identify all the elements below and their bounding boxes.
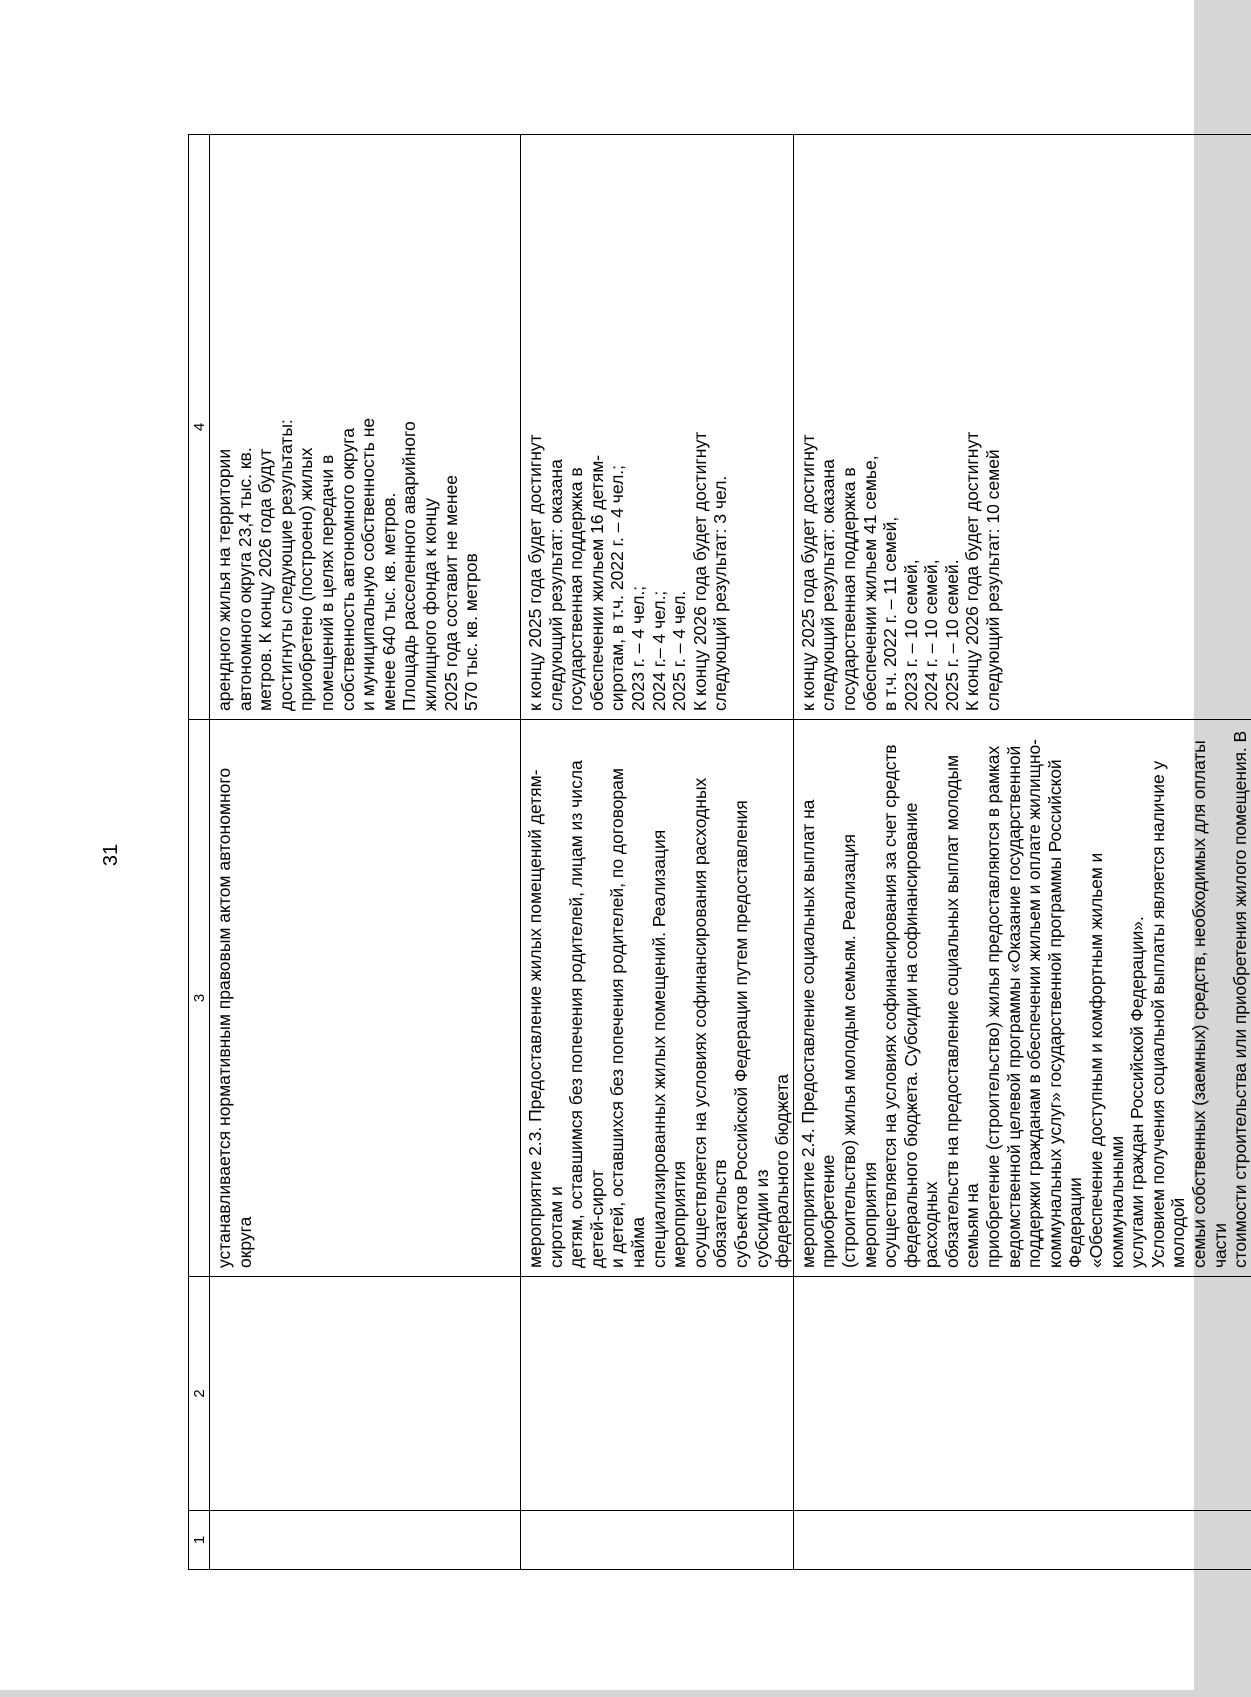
table-header-row bbox=[189, 135, 210, 1570]
measure-description: мероприятие 2.4. Предоставление социальных выплат на приобретение (строительство) жилья молодым семьям. Реализация мероприятия осуществляется на условиях софинансирования за счет средств федерального бюджета. Субсидии на софинансирование расходных обязательств на предоставление социальных выплат молодым семьям на приобретение (строительство) жилья предоставляются в рамках ведомственной целевой программы «Оказание государственной поддержки гражданам в обеспечении жильем и оплате жилищно- коммунальных услуг» государственной программы Российской Федерации «Обеспечение доступным и комфортным жильем и коммунальными услугами граждан Российской Федерации». Условием получения социальной выплаты является наличие у молодой семьи собственных (заемных) средств, необходимых для оплаты части стоимости строительства или приобретения жилого помещения. В bbox=[793, 720, 1251, 1277]
page-number: 31 bbox=[100, 843, 122, 867]
table-cell-col2 bbox=[793, 1277, 1251, 1511]
program-table bbox=[188, 134, 1251, 1570]
column-header-2: 2 bbox=[189, 1277, 210, 1511]
expected-result: к концу 2025 года будет достигнут следующий результат: оказана государственная поддержка в обеспечении жильем 16 детям- сиротам, в т.ч. 2022 г. – 4 чел.; 2023 г. – 4 чел.; 2024 г.– 4 чел.; 2025 г. – 4 чел. К концу 2026 года будет достигнут следующий результат: 3 чел. bbox=[521, 135, 794, 720]
table-cell-col1 bbox=[210, 1511, 521, 1570]
table-row bbox=[521, 135, 794, 1570]
table-row bbox=[210, 135, 521, 1570]
measure-description: устанавливается нормативным правовым актом автономного округа bbox=[210, 720, 521, 1277]
table-row bbox=[793, 135, 1251, 1570]
table-cell-col2 bbox=[521, 1277, 794, 1511]
expected-result: арендного жилья на территории автономного округа 23,4 тыс. кв. метров. К концу 2026 года будут достигнуты следующие результаты: приобретено (построено) жилых помещений в целях передачи в собственность автономного округа и муниципальную собственность не менее 640 тыс. кв. метров. Площадь расселенного аварийного жилищного фонда к концу 2025 года составит не менее 570 тыс. кв. метров bbox=[210, 135, 521, 720]
rotated-content bbox=[188, 135, 1251, 1570]
column-header-3: 3 bbox=[189, 720, 210, 1277]
table-cell-col2 bbox=[210, 1277, 521, 1511]
expected-result: к концу 2025 года будет достигнут следующий результат: оказана государственная поддержка в обеспечении жильем 41 семье, в т.ч. 2022 г. – 11 семей, 2023 г. – 10 семей, 2024 г. – 10 семей, 2025 г. – 10 семей. К концу 2026 года будет достигнут следующий результат: 10 семей bbox=[793, 135, 1251, 720]
table-cell-col1 bbox=[793, 1511, 1251, 1570]
column-header-4: 4 bbox=[189, 135, 210, 720]
table-cell-col1 bbox=[521, 1511, 794, 1570]
column-header-1: 1 bbox=[189, 1511, 210, 1570]
measure-description: мероприятие 2.3. Предоставление жилых помещений детям-сиротам и детям, оставшимся без попечения родителей, лицам из числа детей-сирот и детей, оставшихся без попечения родителей, по договорам найма специализированных жилых помещений. Реализация мероприятия осуществляется на условиях софинансирования расходных обязательств субъектов Российской Федерации путем предоставления субсидии из федерального бюджета bbox=[521, 720, 794, 1277]
